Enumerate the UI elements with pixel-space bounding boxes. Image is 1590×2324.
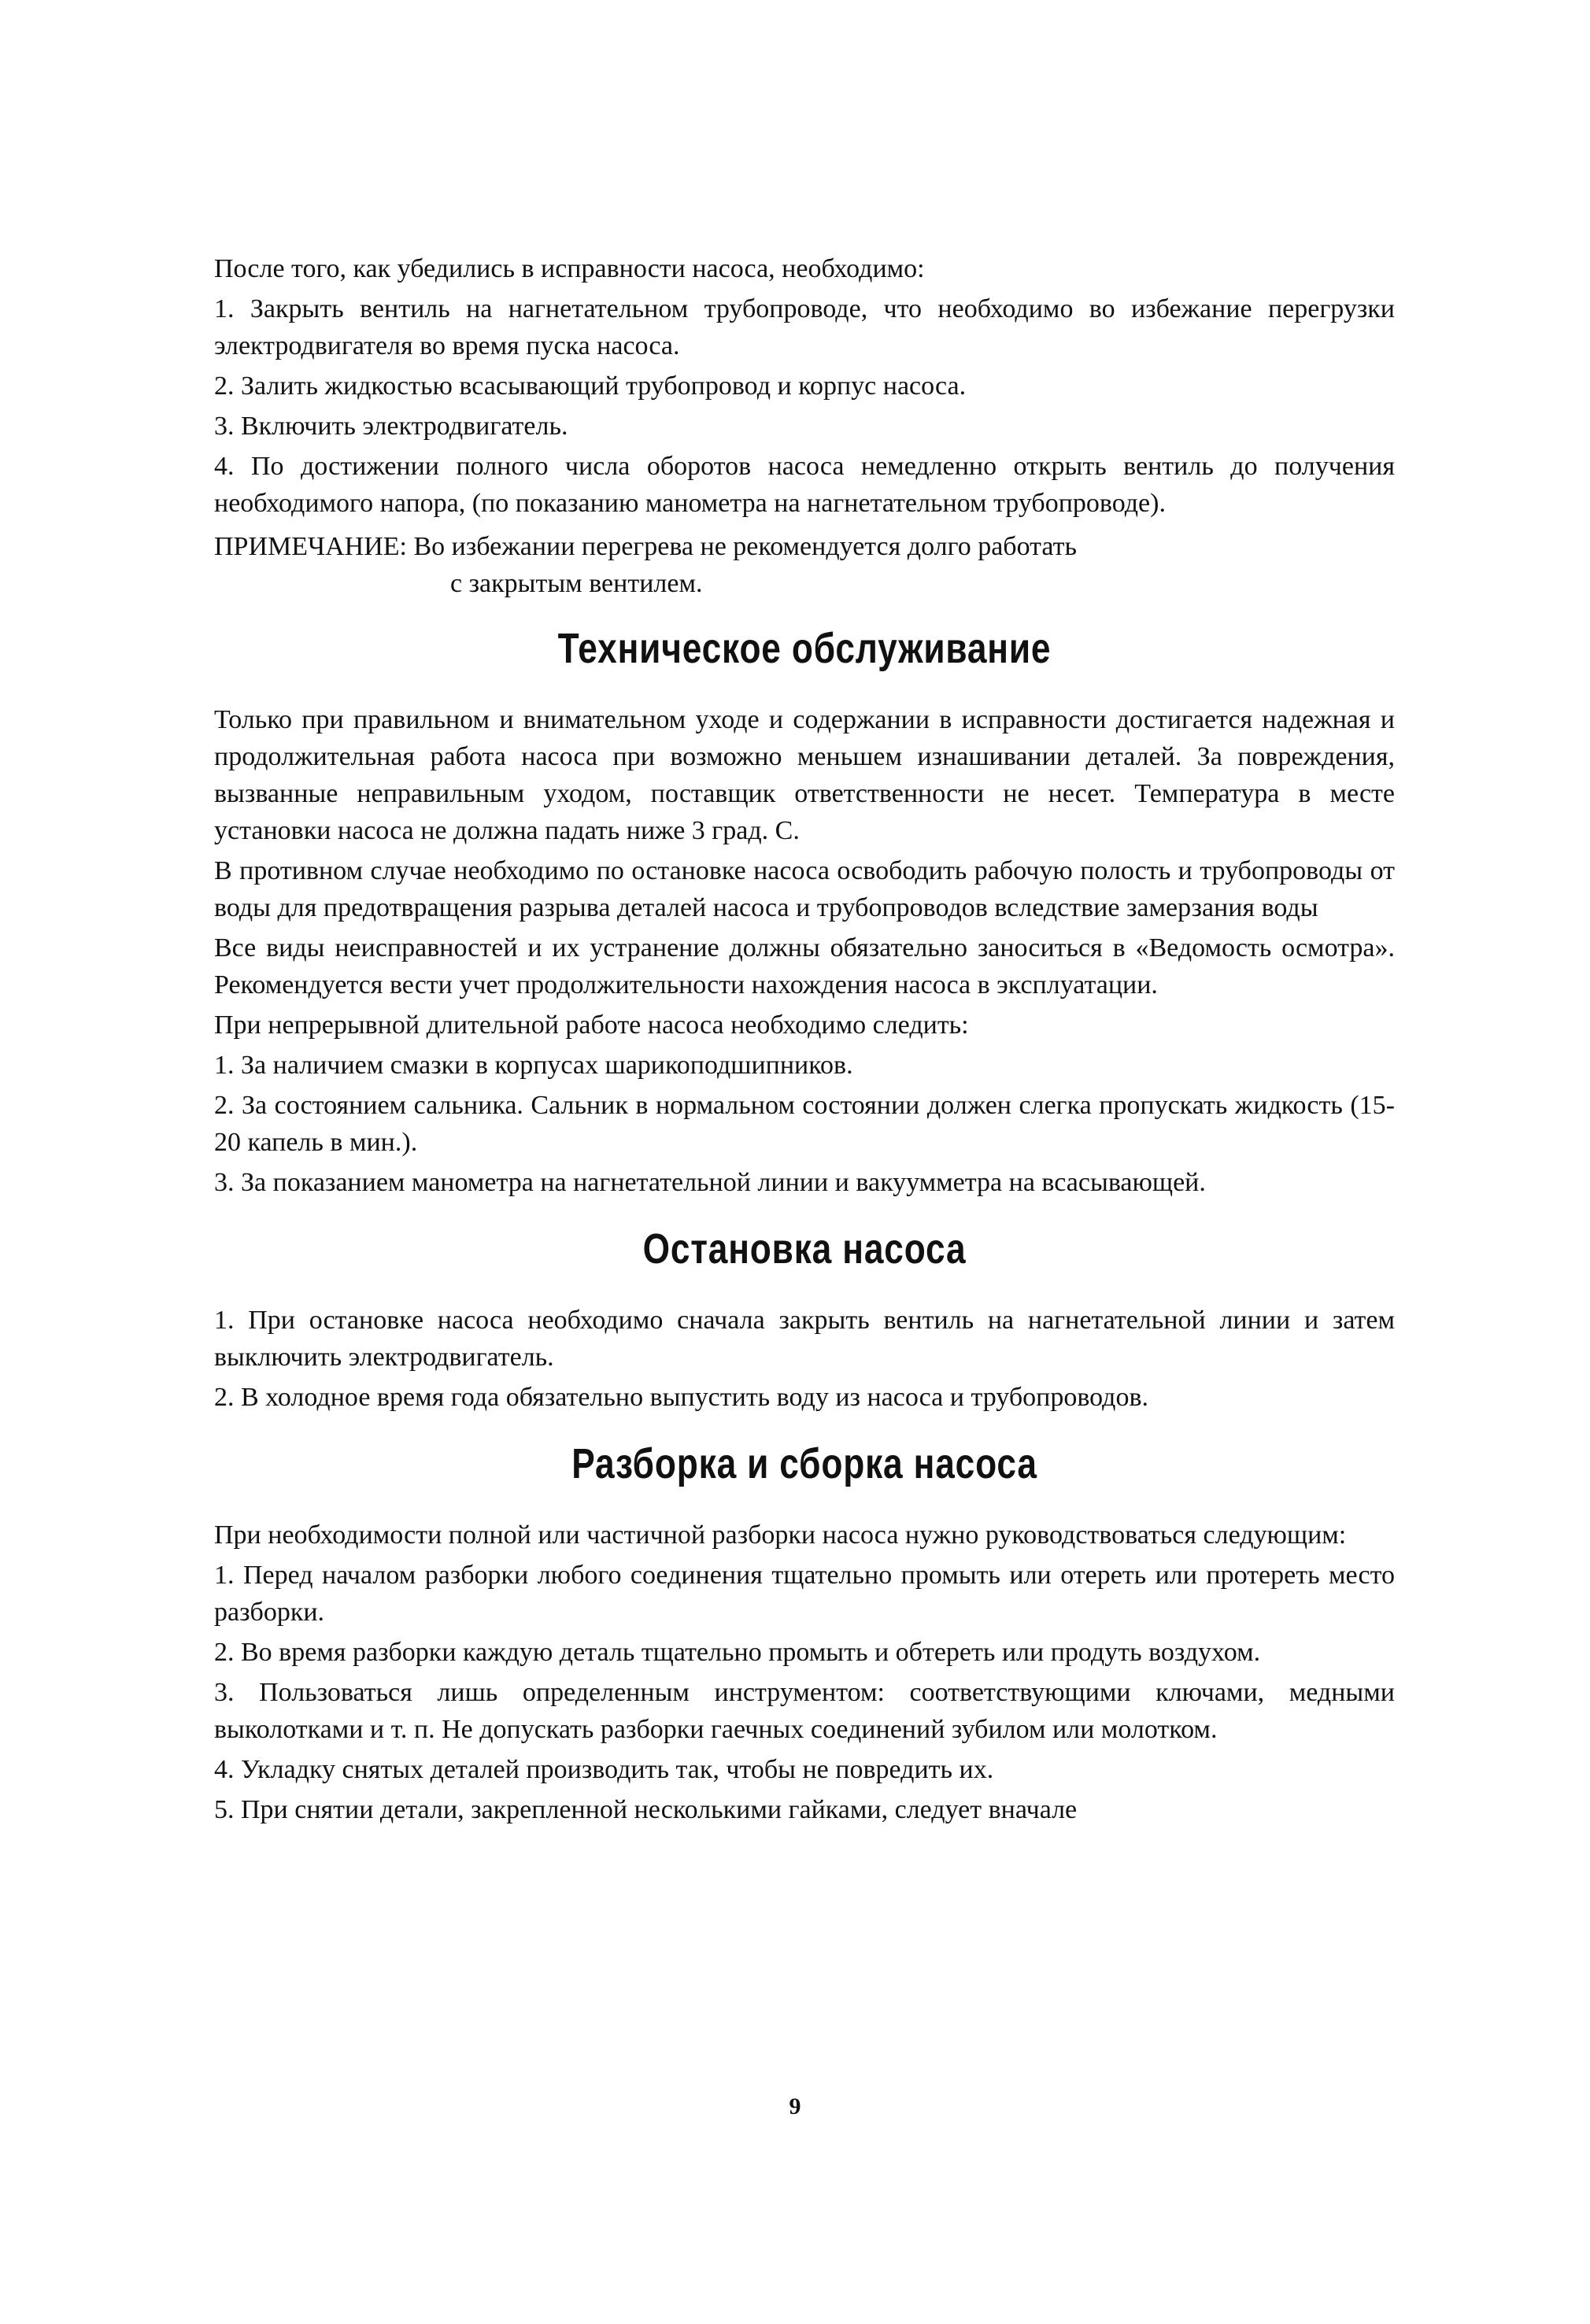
page-number: 9 [789,2093,801,2119]
disassembly-item-1: 1. Перед началом разборки любого соединения тщательно промыть или отереть или протереть место разборки. [214,1561,1395,1627]
intro-lead: После того, как убедились в исправности насоса, необходимо: [214,254,925,283]
disassembly-item-2: 2. Во время разборки каждую деталь тщательно промыть и обтереть или продуть воздухом. [214,1638,1261,1667]
disassembly-item-4: 4. Укладку снятых деталей производить так, чтобы не повредить их. [214,1755,994,1784]
intro-step-2: 2. Залить жидкостью всасывающий трубопровод и корпус насоса. [214,371,967,401]
disassembly-item-5: 5. При снятии детали, закрепленной несколькими гайками, следует вначале [214,1795,1078,1824]
intro-step-4: 4. По достижении полного числа оборотов насоса немедленно открыть вентиль до получения необходимого напора, (по показанию манометра на нагнетательном трубопроводе). [214,452,1395,518]
maintenance-paragraph-4: При непрерывной длительной работе насоса необходимо следить: [214,1011,969,1040]
stopping-item-2: 2. В холодное время года обязательно выпустить воду из насоса и трубопроводов. [214,1383,1149,1412]
maintenance-paragraph-3: Все виды неисправностей и их устранение должны обязательно заноситься в «Ведомость осмотра». Рекомендуется вести учет продолжительности нахождения насоса в эксплуатации. [214,933,1395,999]
stopping-item-1: 1. При остановке насоса необходимо сначала закрыть вентиль на нагнетательной линии и затем выключить электродвигатель. [214,1306,1395,1372]
document-page [214,250,1395,1828]
maintenance-item-2: 2. За состоянием сальника. Сальник в нормальном состоянии должен слегка пропускать жидкость (15-20 капель в мин.). [214,1091,1395,1157]
disassembly-paragraph-1: При необходимости полной или частичной разборки насоса нужно руководствоваться следующим: [214,1520,1347,1550]
heading-maintenance: Техническое обслуживание [557,625,1052,672]
maintenance-item-3: 3. За показанием манометра на нагнетательной линии и вакуумметра на всасывающей. [214,1168,1206,1197]
maintenance-paragraph-1: Только при правильном и внимательном уходе и содержании в исправности достигается надежная и продолжительная работа насоса при возможно меньшем изнашивании деталей. За повреждения, вызванные неправильным уходом, поставщик ответственности не несет. Температура в месте установки насоса не должна падать ниже 3 град. С. [214,705,1395,845]
note-continuation: с закрытым вентилем. [450,569,703,598]
note-label: ПРИМЕЧАНИЕ: [214,532,407,561]
heading-disassembly: Разборка и сборка насоса [571,1440,1037,1487]
disassembly-item-3: 3. Пользоваться лишь определенным инструментом: соответствующими ключами, медными выколотками и т. п. Не допускать разборки гаечных соединений зубилом или молотком. [214,1678,1395,1744]
heading-stopping: Остановка насоса [642,1225,967,1273]
note [214,528,1395,565]
note-text: Во избежании перегрева не рекомендуется долго работать [413,532,1077,561]
maintenance-paragraph-2: В противном случае необходимо по остановке насоса освободить рабочую полость и трубопроводы от воды для предотвращения разрыва деталей насоса и трубопроводов вследствие замерзания воды [214,856,1395,922]
maintenance-item-1: 1. За наличием смазки в корпусах шарикоподшипников. [214,1051,853,1080]
intro-step-3: 3. Включить электродвигатель. [214,412,568,441]
intro-step-1: 1. Закрыть вентиль на нагнетательном трубопроводе, что необходимо во избежание перегрузки электродвигателя во время пуска насоса. [214,294,1395,360]
